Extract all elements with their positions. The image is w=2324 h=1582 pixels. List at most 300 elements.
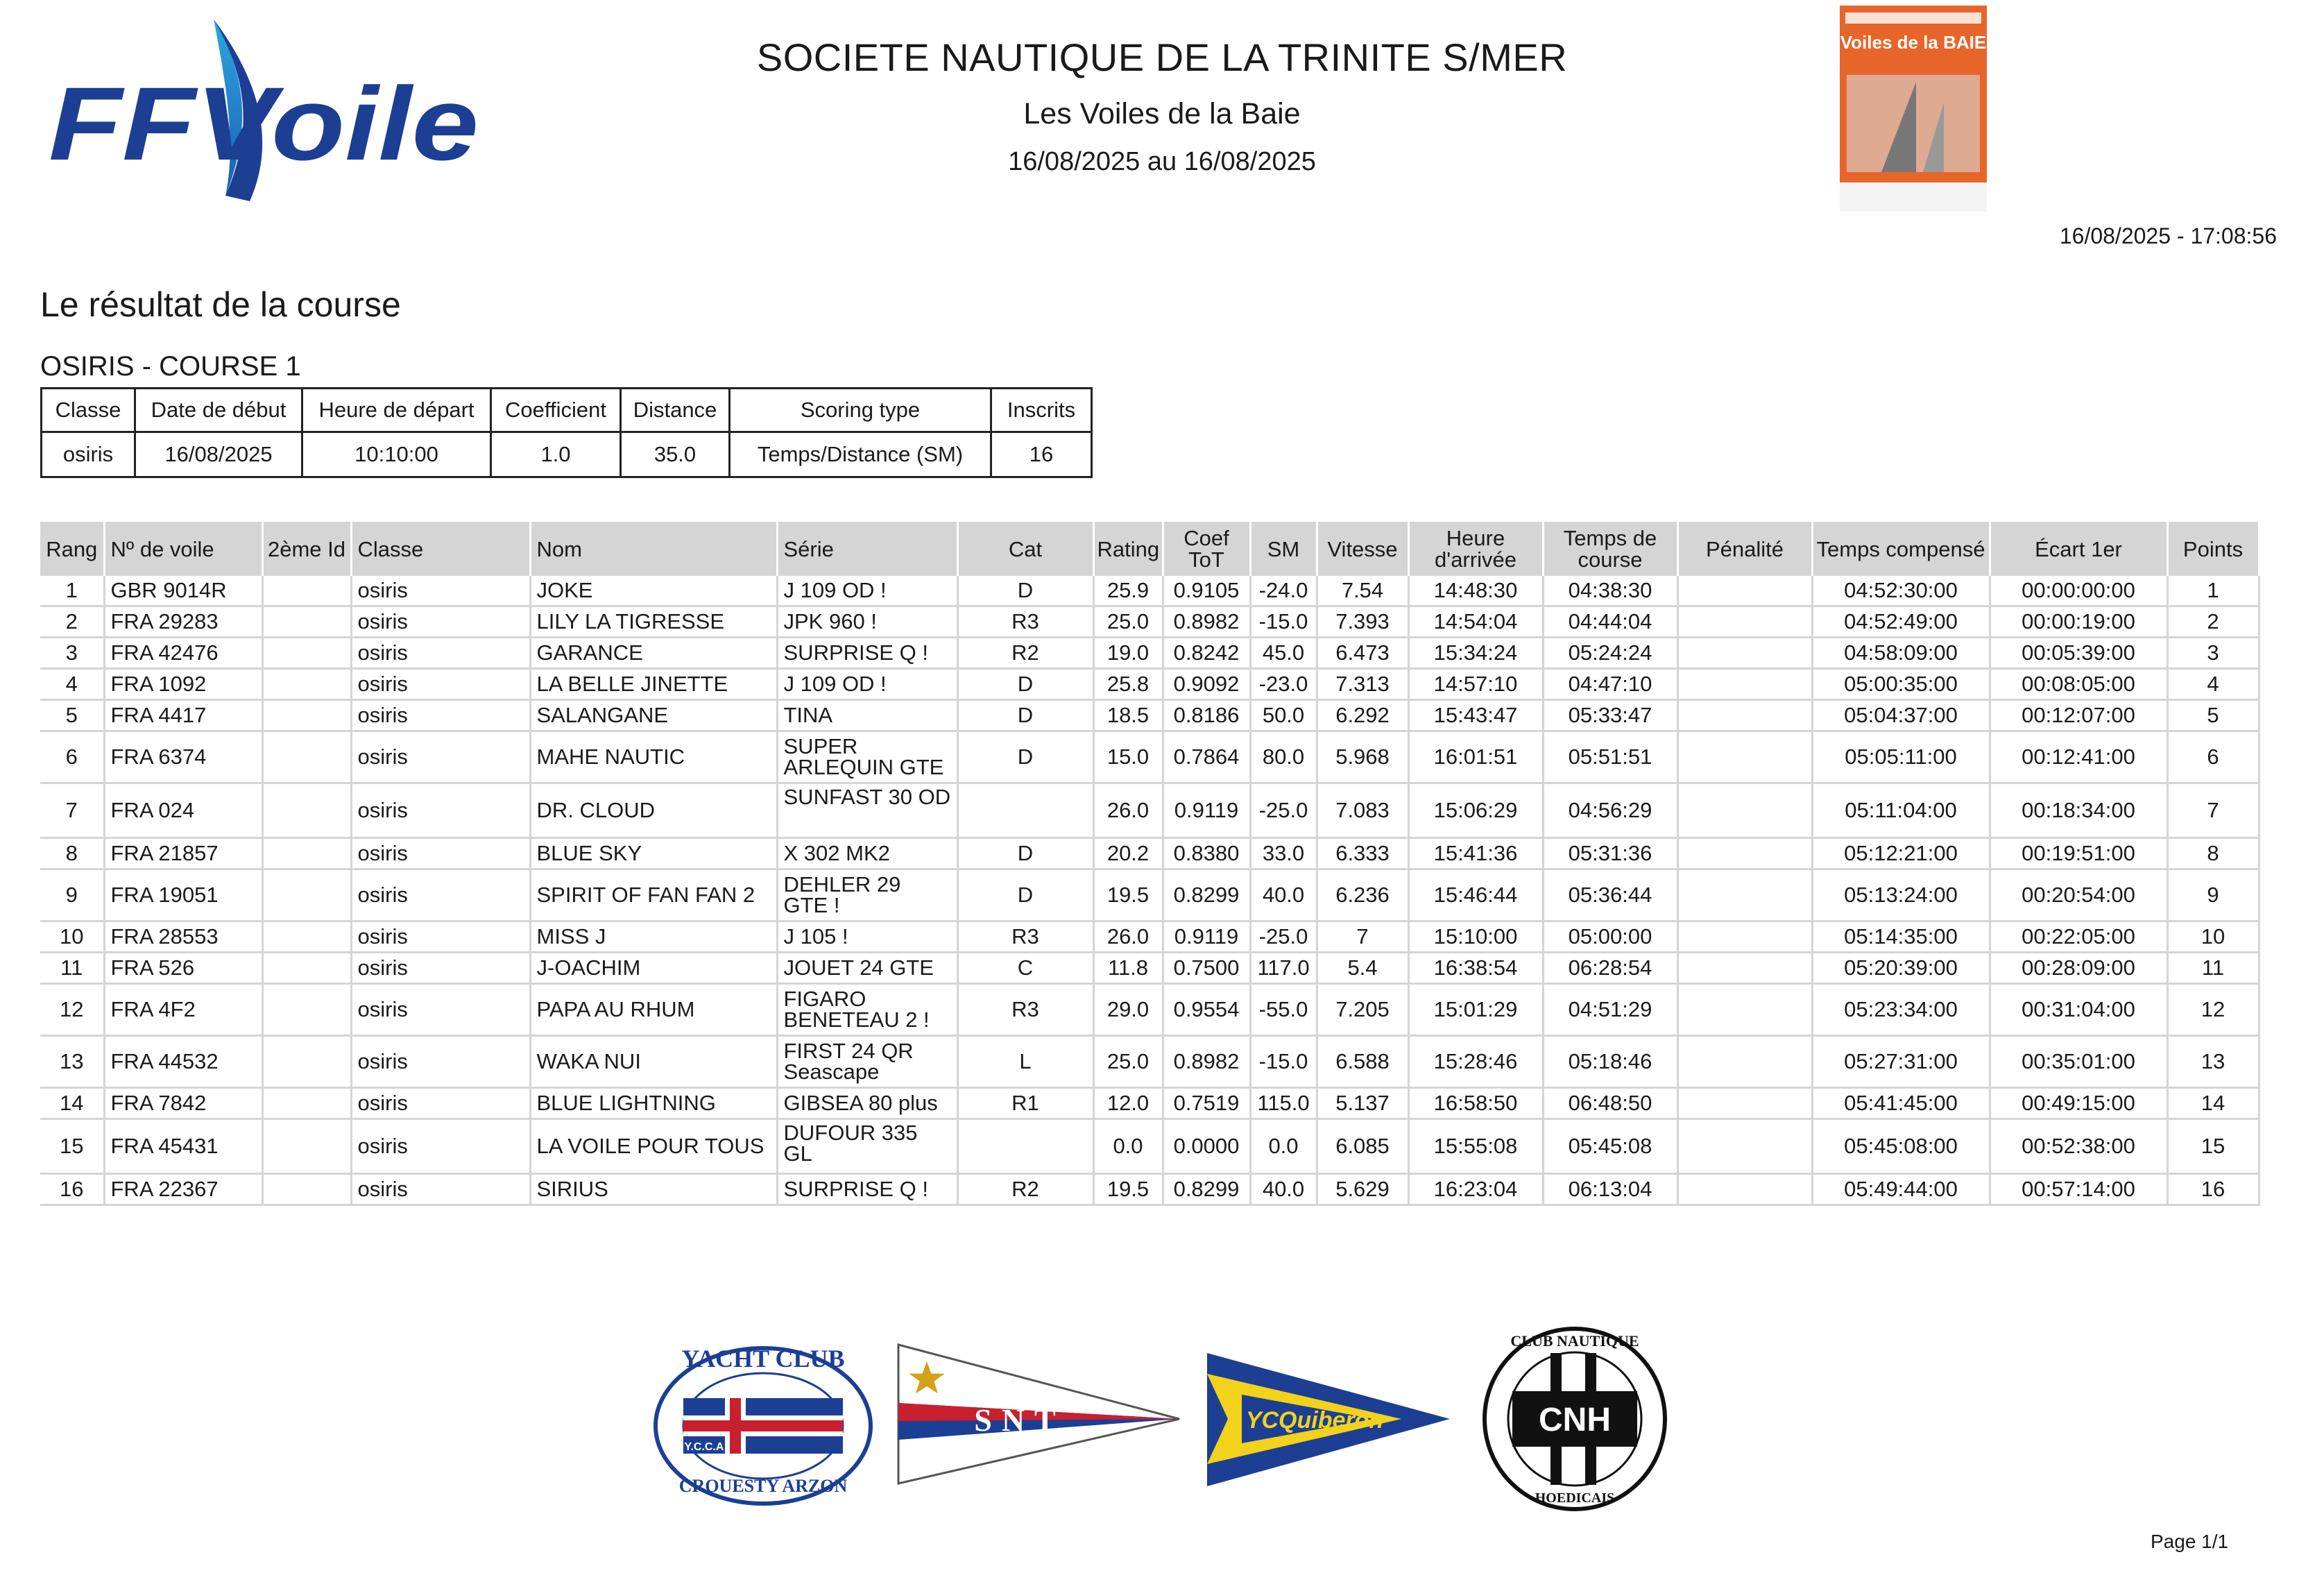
results-cell bbox=[1677, 838, 1812, 869]
results-cell: 15 bbox=[40, 1119, 104, 1174]
results-cell: L bbox=[957, 1036, 1093, 1088]
results-cell: 6.085 bbox=[1317, 1119, 1408, 1174]
results-cell: osiris bbox=[351, 1036, 530, 1088]
results-cell: 3 bbox=[2167, 638, 2259, 669]
results-header-cell: SM bbox=[1250, 522, 1317, 576]
results-cell bbox=[262, 731, 351, 783]
results-cell: J 109 OD ! bbox=[777, 669, 957, 700]
results-cell: 10 bbox=[40, 921, 104, 953]
results-cell: 05:14:35:00 bbox=[1812, 921, 1990, 953]
results-cell: D bbox=[957, 869, 1093, 921]
results-cell: osiris bbox=[351, 921, 530, 953]
event-poster bbox=[1840, 6, 1987, 212]
results-cell: 16 bbox=[2167, 1174, 2259, 1205]
results-cell: 25.0 bbox=[1093, 1036, 1163, 1088]
results-cell bbox=[1677, 669, 1812, 700]
race-info-header: Inscrits bbox=[991, 389, 1092, 432]
results-header-row bbox=[40, 522, 2259, 576]
results-cell: FRA 21857 bbox=[104, 838, 262, 869]
results-cell: 0.7500 bbox=[1163, 953, 1250, 984]
results-cell: 05:00:35:00 bbox=[1812, 669, 1990, 700]
results-header-cell: Coef ToT bbox=[1163, 522, 1250, 576]
results-cell: SURPRISE Q ! bbox=[777, 1174, 957, 1205]
results-cell: FIRST 24 QR Seascape bbox=[777, 1036, 957, 1088]
results-cell: 15 bbox=[2167, 1119, 2259, 1174]
results-cell: 19.0 bbox=[1093, 638, 1163, 669]
results-cell: 06:28:54 bbox=[1543, 953, 1677, 984]
results-cell: 33.0 bbox=[1250, 838, 1317, 869]
race-info-value: 10:10:00 bbox=[302, 432, 491, 477]
results-cell: 0.8982 bbox=[1163, 1036, 1250, 1088]
results-header-cell: Temps compensé bbox=[1812, 522, 1990, 576]
results-cell: SALANGANE bbox=[530, 700, 777, 731]
results-cell: 19.5 bbox=[1093, 869, 1163, 921]
results-cell: 7.393 bbox=[1317, 606, 1408, 638]
results-cell: X 302 MK2 bbox=[777, 838, 957, 869]
results-cell: 05:04:37:00 bbox=[1812, 700, 1990, 731]
results-cell: osiris bbox=[351, 669, 530, 700]
results-cell: 14 bbox=[2167, 1088, 2259, 1119]
results-cell bbox=[262, 1119, 351, 1174]
results-row bbox=[40, 669, 2259, 700]
results-cell: SUPER ARLEQUIN GTE bbox=[777, 731, 957, 783]
results-cell: 06:48:50 bbox=[1543, 1088, 1677, 1119]
results-header-cell: Cat bbox=[957, 522, 1093, 576]
results-cell: 04:38:30 bbox=[1543, 576, 1677, 606]
results-cell: 5.137 bbox=[1317, 1088, 1408, 1119]
results-cell: 117.0 bbox=[1250, 953, 1317, 984]
results-cell: WAKA NUI bbox=[530, 1036, 777, 1088]
results-cell: osiris bbox=[351, 984, 530, 1036]
results-cell: 7.205 bbox=[1317, 984, 1408, 1036]
results-cell: 13 bbox=[2167, 1036, 2259, 1088]
results-cell: 0.7519 bbox=[1163, 1088, 1250, 1119]
results-cell: SUNFAST 30 OD bbox=[777, 783, 957, 838]
results-cell: 0.9554 bbox=[1163, 984, 1250, 1036]
results-cell: R3 bbox=[957, 984, 1093, 1036]
results-cell: 05:12:21:00 bbox=[1812, 838, 1990, 869]
results-row bbox=[40, 783, 2259, 838]
results-cell: 7 bbox=[1317, 921, 1408, 953]
results-cell: 00:12:41:00 bbox=[1990, 731, 2167, 783]
cnh-bottom-text: HOEDICAIS bbox=[1535, 1490, 1615, 1506]
results-cell: DEHLER 29 GTE ! bbox=[777, 869, 957, 921]
results-cell: 15:55:08 bbox=[1408, 1119, 1543, 1174]
results-cell: 00:00:00:00 bbox=[1990, 576, 2167, 606]
race-info-header: Distance bbox=[621, 389, 730, 432]
results-row bbox=[40, 953, 2259, 984]
results-cell: -24.0 bbox=[1250, 576, 1317, 606]
results-cell: osiris bbox=[351, 1174, 530, 1205]
results-header-cell: Points bbox=[2167, 522, 2259, 576]
snt-pennant-logo bbox=[898, 1345, 1179, 1483]
results-cell: 14 bbox=[40, 1088, 104, 1119]
results-header-cell: Écart 1er bbox=[1990, 522, 2167, 576]
results-cell: 11 bbox=[2167, 953, 2259, 984]
results-cell: osiris bbox=[351, 953, 530, 984]
results-cell: 80.0 bbox=[1250, 731, 1317, 783]
results-cell: BLUE LIGHTNING bbox=[530, 1088, 777, 1119]
results-cell: 12.0 bbox=[1093, 1088, 1163, 1119]
results-cell: 6.236 bbox=[1317, 869, 1408, 921]
results-cell: -15.0 bbox=[1250, 1036, 1317, 1088]
results-cell bbox=[262, 783, 351, 838]
results-cell bbox=[1677, 700, 1812, 731]
results-cell: 26.0 bbox=[1093, 921, 1163, 953]
results-cell: 5.4 bbox=[1317, 953, 1408, 984]
results-cell: 04:44:04 bbox=[1543, 606, 1677, 638]
results-body bbox=[40, 576, 2259, 1205]
results-cell: 26.0 bbox=[1093, 783, 1163, 838]
results-cell bbox=[1677, 1088, 1812, 1119]
results-cell: SPIRIT OF FAN FAN 2 bbox=[530, 869, 777, 921]
results-cell: GBR 9014R bbox=[104, 576, 262, 606]
results-cell: D bbox=[957, 700, 1093, 731]
results-cell: 15:06:29 bbox=[1408, 783, 1543, 838]
results-cell: R2 bbox=[957, 1174, 1093, 1205]
results-cell: 25.8 bbox=[1093, 669, 1163, 700]
results-cell: 10 bbox=[2167, 921, 2259, 953]
event-title: Les Voiles de la Baie bbox=[1023, 97, 1301, 130]
results-cell: SIRIUS bbox=[530, 1174, 777, 1205]
results-cell bbox=[1677, 1119, 1812, 1174]
yacht-club-crouesty-logo bbox=[656, 1345, 871, 1504]
results-cell bbox=[957, 1119, 1093, 1174]
results-cell: GARANCE bbox=[530, 638, 777, 669]
results-cell: osiris bbox=[351, 576, 530, 606]
race-info-header: Heure de départ bbox=[302, 389, 491, 432]
results-row bbox=[40, 638, 2259, 669]
results-cell: 45.0 bbox=[1250, 638, 1317, 669]
results-cell: PAPA AU RHUM bbox=[530, 984, 777, 1036]
results-cell: FRA 22367 bbox=[104, 1174, 262, 1205]
results-cell: -25.0 bbox=[1250, 921, 1317, 953]
results-cell: GIBSEA 80 plus bbox=[777, 1088, 957, 1119]
results-cell: 04:51:29 bbox=[1543, 984, 1677, 1036]
results-cell: MAHE NAUTIC bbox=[530, 731, 777, 783]
results-cell: 05:41:45:00 bbox=[1812, 1088, 1990, 1119]
results-cell bbox=[1677, 606, 1812, 638]
results-cell: -23.0 bbox=[1250, 669, 1317, 700]
results-cell: 00:31:04:00 bbox=[1990, 984, 2167, 1036]
race-info-value: 16 bbox=[991, 432, 1092, 477]
results-row bbox=[40, 576, 2259, 606]
results-cell: 00:00:19:00 bbox=[1990, 606, 2167, 638]
results-cell: 04:56:29 bbox=[1543, 783, 1677, 838]
results-cell: 05:18:46 bbox=[1543, 1036, 1677, 1088]
results-cell: osiris bbox=[351, 1119, 530, 1174]
results-cell: 4 bbox=[2167, 669, 2259, 700]
results-cell: 12 bbox=[40, 984, 104, 1036]
results-cell: 6.333 bbox=[1317, 838, 1408, 869]
results-cell bbox=[1677, 1036, 1812, 1088]
results-cell: 16:01:51 bbox=[1408, 731, 1543, 783]
results-cell: 05:05:11:00 bbox=[1812, 731, 1990, 783]
results-row bbox=[40, 921, 2259, 953]
results-cell: 05:49:44:00 bbox=[1812, 1174, 1990, 1205]
results-cell bbox=[262, 953, 351, 984]
results-cell: D bbox=[957, 731, 1093, 783]
results-header-cell: Temps de course bbox=[1543, 522, 1677, 576]
results-cell: 0.8299 bbox=[1163, 1174, 1250, 1205]
results-cell bbox=[1677, 984, 1812, 1036]
results-cell: FRA 28553 bbox=[104, 921, 262, 953]
results-cell: 1 bbox=[2167, 576, 2259, 606]
results-cell: 15:34:24 bbox=[1408, 638, 1543, 669]
results-header-cell: Nº de voile bbox=[104, 522, 262, 576]
results-cell: C bbox=[957, 953, 1093, 984]
results-cell: R3 bbox=[957, 921, 1093, 953]
results-header-cell: Nom bbox=[530, 522, 777, 576]
results-cell: FRA 526 bbox=[104, 953, 262, 984]
results-cell bbox=[957, 783, 1093, 838]
results-cell: 19.5 bbox=[1093, 1174, 1163, 1205]
results-cell bbox=[1677, 731, 1812, 783]
results-cell bbox=[262, 638, 351, 669]
results-cell: 0.8982 bbox=[1163, 606, 1250, 638]
results-cell: osiris bbox=[351, 731, 530, 783]
results-cell: 05:45:08:00 bbox=[1812, 1119, 1990, 1174]
results-cell: DUFOUR 335 GL bbox=[777, 1119, 957, 1174]
results-cell: 0.0000 bbox=[1163, 1119, 1250, 1174]
results-cell: 00:12:07:00 bbox=[1990, 700, 2167, 731]
results-cell: 05:23:34:00 bbox=[1812, 984, 1990, 1036]
results-cell: 06:13:04 bbox=[1543, 1174, 1677, 1205]
race-info-value: 1.0 bbox=[491, 432, 621, 477]
results-cell: 12 bbox=[2167, 984, 2259, 1036]
race-title: OSIRIS - COURSE 1 bbox=[40, 351, 301, 382]
race-info-value: 35.0 bbox=[621, 432, 730, 477]
results-cell: 6 bbox=[2167, 731, 2259, 783]
results-cell bbox=[1677, 638, 1812, 669]
yacht-club-flag-text: Y.C.C.A bbox=[684, 1441, 724, 1453]
results-cell: 0.8380 bbox=[1163, 838, 1250, 869]
results-cell: 00:18:34:00 bbox=[1990, 783, 2167, 838]
race-info-value-row bbox=[42, 432, 1092, 477]
results-cell: 0.0 bbox=[1093, 1119, 1163, 1174]
results-cell: 5 bbox=[2167, 700, 2259, 731]
results-header-cell: Série bbox=[777, 522, 957, 576]
results-row bbox=[40, 984, 2259, 1036]
results-header-cell: Vitesse bbox=[1317, 522, 1408, 576]
results-cell: 00:28:09:00 bbox=[1990, 953, 2167, 984]
page-number: Page 1/1 bbox=[2151, 1531, 2229, 1552]
race-info-header-row bbox=[42, 389, 1092, 432]
results-cell: D bbox=[957, 838, 1093, 869]
results-cell: R3 bbox=[957, 606, 1093, 638]
results-cell bbox=[1677, 869, 1812, 921]
results-cell: 04:58:09:00 bbox=[1812, 638, 1990, 669]
results-cell: FRA 29283 bbox=[104, 606, 262, 638]
results-cell: 15:28:46 bbox=[1408, 1036, 1543, 1088]
results-cell: 16:58:50 bbox=[1408, 1088, 1543, 1119]
printed-timestamp: 16/08/2025 - 17:08:56 bbox=[2059, 223, 2277, 248]
results-cell: 40.0 bbox=[1250, 869, 1317, 921]
results-cell: FRA 4F2 bbox=[104, 984, 262, 1036]
results-cell: 00:22:05:00 bbox=[1990, 921, 2167, 953]
results-cell: 13 bbox=[40, 1036, 104, 1088]
results-cell: 00:57:14:00 bbox=[1990, 1174, 2167, 1205]
results-cell: osiris bbox=[351, 838, 530, 869]
results-cell: D bbox=[957, 669, 1093, 700]
results-cell: 6.473 bbox=[1317, 638, 1408, 669]
results-cell: -25.0 bbox=[1250, 783, 1317, 838]
results-cell: 05:27:31:00 bbox=[1812, 1036, 1990, 1088]
section-title: Le résultat de la course bbox=[40, 285, 401, 324]
results-cell: 20.2 bbox=[1093, 838, 1163, 869]
results-cell bbox=[1677, 1174, 1812, 1205]
results-cell: 00:20:54:00 bbox=[1990, 869, 2167, 921]
race-info-value: Temps/Distance (SM) bbox=[730, 432, 991, 477]
results-cell bbox=[262, 700, 351, 731]
results-cell: 0.8186 bbox=[1163, 700, 1250, 731]
results-cell: LA VOILE POUR TOUS bbox=[530, 1119, 777, 1174]
results-cell: 16:38:54 bbox=[1408, 953, 1543, 984]
results-cell: JOUET 24 GTE bbox=[777, 953, 957, 984]
results-cell: 7 bbox=[2167, 783, 2259, 838]
results-cell: 18.5 bbox=[1093, 700, 1163, 731]
results-cell: R1 bbox=[957, 1088, 1093, 1119]
results-cell: 7 bbox=[40, 783, 104, 838]
results-cell: osiris bbox=[351, 783, 530, 838]
race-info-header: Date de début bbox=[135, 389, 302, 432]
results-cell: 0.9119 bbox=[1163, 921, 1250, 953]
cnh-top-text: CLUB NAUTIQUE bbox=[1510, 1332, 1639, 1350]
results-cell bbox=[262, 606, 351, 638]
results-cell: 0.9119 bbox=[1163, 783, 1250, 838]
results-cell: 04:52:30:00 bbox=[1812, 576, 1990, 606]
results-cell: 15:43:47 bbox=[1408, 700, 1543, 731]
results-row bbox=[40, 1036, 2259, 1088]
results-header-cell: Rang bbox=[40, 522, 104, 576]
results-cell: FRA 7842 bbox=[104, 1088, 262, 1119]
race-info-value: 16/08/2025 bbox=[135, 432, 302, 477]
results-cell: 04:52:49:00 bbox=[1812, 606, 1990, 638]
snt-text: SNT bbox=[974, 1402, 1066, 1438]
ycq-pennant-logo bbox=[1207, 1353, 1450, 1486]
cnh-logo bbox=[1485, 1329, 1665, 1509]
results-cell: 0.8299 bbox=[1163, 869, 1250, 921]
results-header-cell: 2ème Id bbox=[262, 522, 351, 576]
results-cell: MISS J bbox=[530, 921, 777, 953]
results-cell: FRA 19051 bbox=[104, 869, 262, 921]
results-cell: FRA 42476 bbox=[104, 638, 262, 669]
results-cell: J 109 OD ! bbox=[777, 576, 957, 606]
results-header-cell: Classe bbox=[351, 522, 530, 576]
results-cell: BLUE SKY bbox=[530, 838, 777, 869]
results-cell: 6 bbox=[40, 731, 104, 783]
race-info-value: osiris bbox=[42, 432, 135, 477]
results-cell: 0.7864 bbox=[1163, 731, 1250, 783]
results-table bbox=[40, 522, 2260, 1206]
results-cell bbox=[1677, 921, 1812, 953]
results-cell: 5 bbox=[40, 700, 104, 731]
results-cell: 05:11:04:00 bbox=[1812, 783, 1990, 838]
results-cell bbox=[262, 921, 351, 953]
results-header-cell: Rating bbox=[1093, 522, 1163, 576]
results-cell: 16:23:04 bbox=[1408, 1174, 1543, 1205]
results-cell: osiris bbox=[351, 869, 530, 921]
results-cell: osiris bbox=[351, 606, 530, 638]
results-cell: 15:10:00 bbox=[1408, 921, 1543, 953]
results-cell: 40.0 bbox=[1250, 1174, 1317, 1205]
results-cell bbox=[262, 838, 351, 869]
results-cell: 05:00:00 bbox=[1543, 921, 1677, 953]
results-cell: DR. CLOUD bbox=[530, 783, 777, 838]
results-cell: 05:24:24 bbox=[1543, 638, 1677, 669]
results-cell: 00:19:51:00 bbox=[1990, 838, 2167, 869]
results-cell: 5.629 bbox=[1317, 1174, 1408, 1205]
results-cell: 29.0 bbox=[1093, 984, 1163, 1036]
results-cell: 15.0 bbox=[1093, 731, 1163, 783]
results-cell: 14:48:30 bbox=[1408, 576, 1543, 606]
results-row bbox=[40, 731, 2259, 783]
results-cell bbox=[262, 984, 351, 1036]
results-cell bbox=[262, 869, 351, 921]
results-cell: 00:49:15:00 bbox=[1990, 1088, 2167, 1119]
results-cell: 115.0 bbox=[1250, 1088, 1317, 1119]
results-cell: 2 bbox=[2167, 606, 2259, 638]
results-row bbox=[40, 1088, 2259, 1119]
results-cell: 0.8242 bbox=[1163, 638, 1250, 669]
results-cell: 04:47:10 bbox=[1543, 669, 1677, 700]
results-cell: 05:31:36 bbox=[1543, 838, 1677, 869]
results-cell: 00:05:39:00 bbox=[1990, 638, 2167, 669]
results-cell: osiris bbox=[351, 638, 530, 669]
results-cell: D bbox=[957, 576, 1093, 606]
results-cell: 00:52:38:00 bbox=[1990, 1119, 2167, 1174]
results-cell: 15:01:29 bbox=[1408, 984, 1543, 1036]
results-cell: 14:57:10 bbox=[1408, 669, 1543, 700]
results-cell: 9 bbox=[40, 869, 104, 921]
results-cell bbox=[1677, 783, 1812, 838]
results-cell: 1 bbox=[40, 576, 104, 606]
results-cell: 05:20:39:00 bbox=[1812, 953, 1990, 984]
results-cell bbox=[262, 1036, 351, 1088]
results-cell: FRA 024 bbox=[104, 783, 262, 838]
results-cell: J-OACHIM bbox=[530, 953, 777, 984]
results-cell: 05:45:08 bbox=[1543, 1119, 1677, 1174]
yacht-club-bottom-text: CROUESTY ARZON bbox=[678, 1476, 848, 1496]
results-cell: TINA bbox=[777, 700, 957, 731]
results-cell: 2 bbox=[40, 606, 104, 638]
results-row bbox=[40, 700, 2259, 731]
results-cell: 05:33:47 bbox=[1543, 700, 1677, 731]
results-cell: JPK 960 ! bbox=[777, 606, 957, 638]
results-cell: 7.54 bbox=[1317, 576, 1408, 606]
results-cell: 0.9105 bbox=[1163, 576, 1250, 606]
results-cell: 00:35:01:00 bbox=[1990, 1036, 2167, 1088]
race-info-header: Scoring type bbox=[730, 389, 991, 432]
results-cell: 16 bbox=[40, 1174, 104, 1205]
club-logos bbox=[652, 1325, 1672, 1513]
results-row bbox=[40, 1119, 2259, 1174]
results-cell: SURPRISE Q ! bbox=[777, 638, 957, 669]
race-info-header: Coefficient bbox=[491, 389, 621, 432]
results-cell: 7.083 bbox=[1317, 783, 1408, 838]
race-info-header: Classe bbox=[42, 389, 135, 432]
organizer-title: SOCIETE NAUTIQUE DE LA TRINITE S/MER bbox=[756, 35, 1568, 79]
results-cell bbox=[262, 669, 351, 700]
results-cell bbox=[262, 1174, 351, 1205]
results-cell bbox=[262, 576, 351, 606]
results-cell: 7.313 bbox=[1317, 669, 1408, 700]
results-cell: LA BELLE JINETTE bbox=[530, 669, 777, 700]
results-row bbox=[40, 869, 2259, 921]
results-cell: FRA 6374 bbox=[104, 731, 262, 783]
results-cell: 11.8 bbox=[1093, 953, 1163, 984]
results-cell: 05:13:24:00 bbox=[1812, 869, 1990, 921]
